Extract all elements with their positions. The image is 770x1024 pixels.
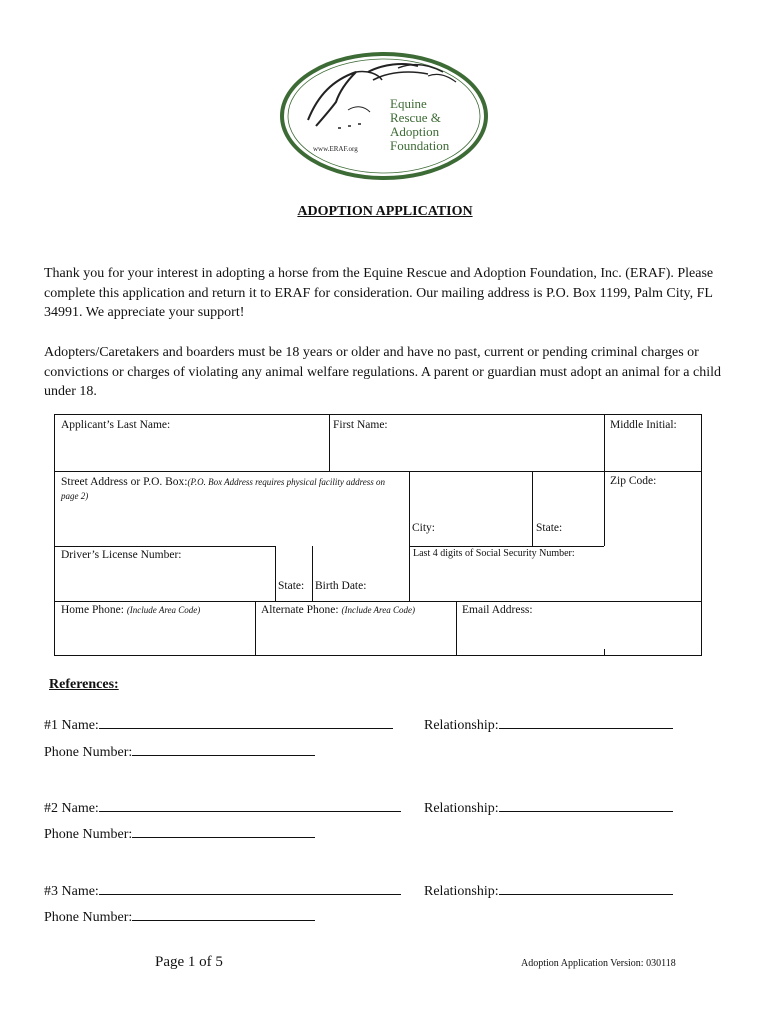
ref2-name-field[interactable] — [99, 797, 401, 812]
logo-line-3: Adoption — [390, 124, 440, 139]
drivers-license-input[interactable] — [58, 566, 274, 598]
alt-phone-note: (Include Area Code) — [341, 605, 415, 615]
ssn-label: Last 4 digits of Social Security Number: — [413, 548, 575, 559]
first-name-label: First Name: — [333, 419, 388, 431]
ref2-phone-field[interactable] — [132, 823, 315, 838]
ssn-input[interactable] — [413, 564, 701, 600]
alt-phone-input[interactable] — [259, 621, 455, 653]
page-title: ADOPTION APPLICATION — [297, 204, 473, 219]
horse-logo-graphic — [278, 50, 490, 182]
dl-state-label: State: — [278, 580, 305, 592]
reference-1-name — [44, 714, 393, 734]
reference-3-phone — [44, 906, 315, 926]
ref1-relationship-field[interactable] — [499, 714, 673, 729]
requirements-paragraph: Adopters/Caretakers and boarders must be 18 years or older and have no past, current or pending criminal charges or convictions or charges of violating any animal welfare regulations. A parent or guardian must adopt an animal for a child under 18. — [44, 345, 721, 399]
birth-date-label: Birth Date: — [315, 580, 367, 592]
reference-3-name — [44, 880, 401, 900]
middle-initial-label: Middle Initial: — [610, 419, 677, 431]
ref1-relationship-label: Relationship: — [424, 718, 499, 733]
reference-3-relationship — [424, 880, 673, 900]
version-label: Adoption Application Version: 030118 — [521, 958, 676, 969]
ref3-name-label: #3 Name: — [44, 884, 99, 899]
first-name-input[interactable] — [333, 438, 603, 468]
zip-code-label: Zip Code: — [610, 475, 657, 487]
ref2-relationship-field[interactable] — [499, 797, 673, 812]
ref2-name-label: #2 Name: — [44, 801, 99, 816]
zip-code-input[interactable] — [608, 494, 700, 544]
page-number: Page 1 of 5 — [155, 954, 223, 970]
references-heading: References: — [49, 677, 119, 692]
ref1-name-field[interactable] — [99, 714, 393, 729]
alt-phone-label — [261, 604, 415, 616]
last-name-input[interactable] — [58, 438, 328, 468]
drivers-license-label: Driver’s License Number: — [61, 549, 182, 561]
ref3-relationship-field[interactable] — [499, 880, 673, 895]
intro-paragraph: Thank you for your interest in adopting a horse from the Equine Rescue and Adoption Foundation, Inc. (ERAF). Please complete this application and return it to ERAF for consideration. Our mailing address is P.O. Box 1199, Palm City, FL 34991. We appreciate your support! — [44, 266, 714, 320]
ref1-phone-label: Phone Number: — [44, 745, 133, 760]
logo-line-2: Rescue & — [390, 110, 441, 125]
eraf-logo — [278, 50, 490, 182]
email-input[interactable] — [460, 621, 700, 653]
last-name-label: Applicant’s Last Name: — [61, 419, 171, 431]
city-label: City: — [412, 522, 436, 534]
applicant-form — [54, 414, 702, 657]
home-phone-input[interactable] — [58, 621, 254, 653]
logo-line-1: Equine — [390, 96, 427, 111]
reference-2-name — [44, 797, 401, 817]
ref3-phone-field[interactable] — [132, 906, 315, 921]
alt-phone-text: Alternate Phone: — [261, 604, 339, 616]
ref1-name-label: #1 Name: — [44, 718, 99, 733]
reference-2-relationship — [424, 797, 673, 817]
logo-url: www.ERAF.org — [313, 145, 358, 153]
ref3-name-field[interactable] — [99, 880, 401, 895]
street-address-note: (P.O. Box Address requires physical facility address on page 2) — [61, 477, 386, 501]
home-phone-text: Home Phone: — [61, 604, 124, 616]
ref3-phone-label: Phone Number: — [44, 910, 133, 925]
ref3-relationship-label: Relationship: — [424, 884, 499, 899]
reference-2-phone — [44, 823, 315, 843]
home-phone-note: (Include Area Code) — [126, 605, 201, 615]
logo-line-4: Foundation — [390, 138, 450, 153]
ref2-relationship-label: Relationship: — [424, 801, 499, 816]
ref2-phone-label: Phone Number: — [44, 827, 133, 842]
reference-1-relationship — [424, 714, 673, 734]
street-address-text: Street Address or P.O. Box: — [61, 476, 188, 488]
reference-1-phone — [44, 741, 315, 761]
street-address-input[interactable] — [58, 506, 408, 544]
state-label: State: — [536, 522, 563, 534]
email-label: Email Address: — [462, 604, 533, 616]
street-address-label — [61, 475, 401, 503]
ref1-phone-field[interactable] — [132, 741, 315, 756]
middle-initial-input[interactable] — [608, 438, 700, 468]
home-phone-label — [61, 604, 200, 616]
